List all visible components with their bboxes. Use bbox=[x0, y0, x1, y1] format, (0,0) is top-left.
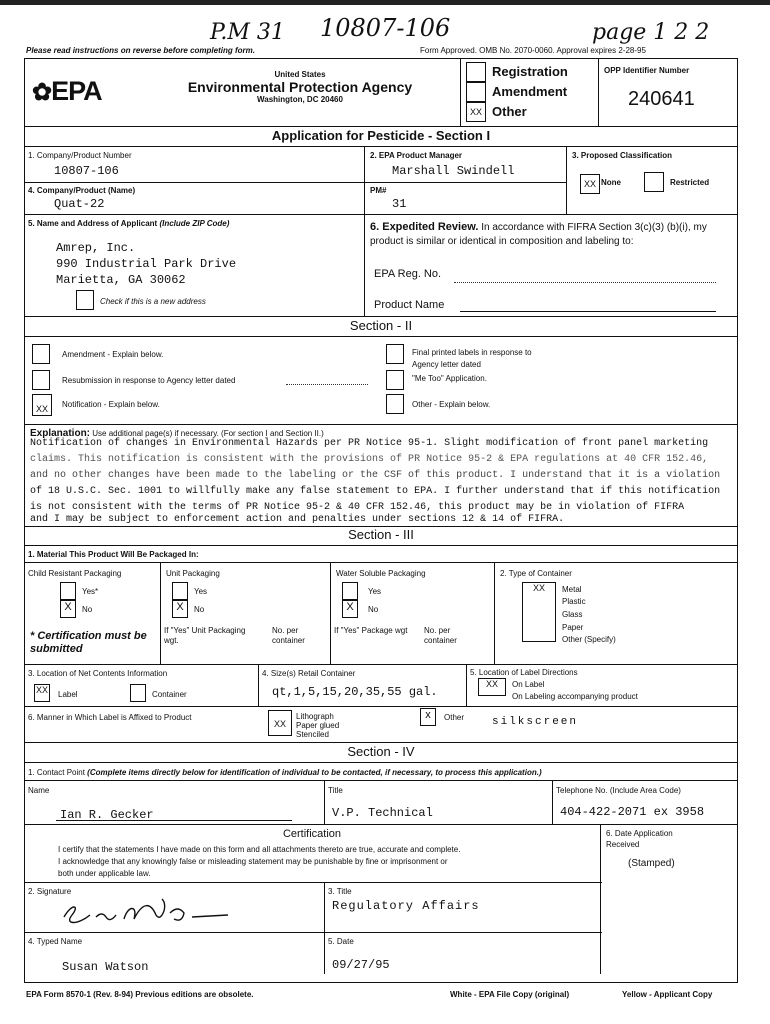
paper-glued-label: Paper glued bbox=[296, 721, 340, 730]
child-no-checkbox[interactable]: X bbox=[60, 600, 76, 618]
form-title: Application for Pesticide - Section I bbox=[271, 128, 491, 143]
pm-value: 31 bbox=[392, 197, 407, 211]
product-manager-label: 2. EPA Product Manager bbox=[370, 151, 463, 160]
opp-value: 240641 bbox=[628, 88, 695, 110]
title2-value: Regulatory Affairs bbox=[332, 899, 480, 913]
section-4-title: Section - IV bbox=[347, 744, 415, 759]
explanation-line-6: and I may be subject to enforcement action and penalties under sections 12 & 14 of FIFRA. bbox=[30, 514, 565, 525]
litho-mark: XX bbox=[273, 719, 286, 729]
net-container-checkbox[interactable] bbox=[130, 684, 146, 702]
type-container-label: 2. Type of Container bbox=[500, 569, 572, 578]
container-metal: Metal bbox=[562, 585, 582, 594]
typed-name-label: 4. Typed Name bbox=[28, 937, 83, 946]
container-checkbox-stack[interactable] bbox=[522, 582, 556, 642]
explanation-line-1: Notification of changes in Environmental Hazards per PR Notice 95-1. Slight modification of front panel marketing bbox=[30, 438, 709, 449]
title-value: V.P. Technical bbox=[332, 806, 433, 820]
certification-note: * Certification must be submitted bbox=[30, 630, 147, 655]
other-label: Other bbox=[492, 104, 527, 119]
agency-name: United States Environmental Protection Agency Washington, DC 20460 bbox=[187, 70, 413, 104]
unit-wgt-label: If "Yes" Unit Packaging wgt. bbox=[164, 626, 246, 645]
notification-label: Notification - Explain below. bbox=[62, 400, 160, 409]
explanation-line-5: is not consistent with the terms of PR Notice 95-2 & 40 CFR 152.46, this product may be in violation of FIFRA bbox=[30, 502, 685, 513]
typed-name-value: Susan Watson bbox=[62, 960, 149, 974]
new-address-label: Check if this is a new address bbox=[100, 297, 206, 306]
water-wgt-label: If "Yes" Package wgt bbox=[334, 626, 408, 635]
none-checkbox[interactable]: XX bbox=[580, 174, 600, 194]
on-label-label: On Label bbox=[512, 680, 545, 689]
final-labels-checkbox[interactable] bbox=[386, 344, 404, 364]
epa-flower-icon: ✿ bbox=[32, 79, 52, 106]
net-contents-label: 3. Location of Net Contents Information bbox=[28, 669, 168, 678]
sizes-label: 4. Size(s) Retail Container bbox=[262, 669, 356, 678]
net-container-label: Container bbox=[152, 690, 187, 699]
footer-form-id: EPA Form 8570-1 (Rev. 8-94) Previous editions are obsolete. bbox=[26, 990, 254, 999]
applicant-line-3: Marietta, GA 30062 bbox=[56, 273, 186, 287]
litho-checkbox-stack[interactable] bbox=[268, 710, 292, 736]
form-approved: Form Approved. OMB No. 2070-0060. Approval expires 2-28-95 bbox=[420, 46, 646, 55]
amendment-checkbox[interactable] bbox=[466, 82, 486, 102]
water-yes-checkbox[interactable] bbox=[342, 582, 358, 600]
container-paper: Paper bbox=[562, 623, 584, 632]
signature-label: 2. Signature bbox=[28, 887, 72, 896]
unit-packaging-label: Unit Packaging bbox=[166, 569, 220, 578]
unit-no-label: No bbox=[194, 605, 205, 614]
manner-other-value: silkscreen bbox=[492, 716, 579, 728]
product-manager: Marshall Swindell bbox=[392, 164, 515, 178]
unit-yes-checkbox[interactable] bbox=[172, 582, 188, 600]
container-other: Other (Specify) bbox=[562, 635, 616, 644]
date-value: 09/27/95 bbox=[332, 958, 390, 972]
sizes-value: qt,1,5,15,20,35,55 gal. bbox=[272, 685, 438, 699]
me-too-checkbox[interactable] bbox=[386, 370, 404, 390]
date-application-label: 6. Date Application Received bbox=[606, 829, 673, 849]
product-name-line-field[interactable] bbox=[460, 311, 716, 312]
classification-label: 3. Proposed Classification bbox=[572, 151, 673, 160]
child-resistant-label: Child Resistant Packaging bbox=[28, 569, 122, 578]
container-plastic: Plastic bbox=[562, 597, 586, 606]
manner-other-checkbox[interactable]: x bbox=[420, 708, 436, 726]
new-address-checkbox[interactable] bbox=[76, 290, 94, 310]
expedited-review: 6. Expedited Review. In accordance with FIFRA Section 3(c)(3) (b)(i), my product is similar or identical in composition and labeling to: bbox=[370, 221, 707, 247]
title-label: Title bbox=[328, 786, 343, 795]
on-labeling-label: On Labeling accompanying product bbox=[512, 692, 638, 701]
unit-per-container-label: No. per container bbox=[272, 626, 305, 645]
opp-label: OPP Identifier Number bbox=[604, 66, 690, 75]
explanation-line-3: and no other changes have been made to the labeling or the CSF of this product. I understand that it is a violation bbox=[30, 470, 721, 481]
manner-other-label: Other bbox=[444, 713, 465, 722]
explanation-line-2: claims. This notification is consistent with the provisions of PR Notice 95-2 & EPA regulations at 40 CFR 152.46, bbox=[30, 454, 709, 465]
lithograph-label: Lithograph bbox=[296, 712, 334, 721]
unit-yes-label: Yes bbox=[194, 587, 208, 596]
on-label-checkbox[interactable]: XX bbox=[478, 678, 506, 696]
other-checkbox[interactable]: XX bbox=[466, 102, 486, 122]
amendment-explain-label: Amendment - Explain below. bbox=[62, 350, 164, 359]
title2-label: 3. Title bbox=[328, 887, 352, 896]
child-no-label: No bbox=[82, 605, 93, 614]
epa-reg-no-label: EPA Reg. No. bbox=[374, 268, 442, 280]
final-labels-label-1: Final printed labels in response to bbox=[412, 348, 532, 357]
water-soluble-label: Water Soluble Packaging bbox=[336, 569, 426, 578]
contact-point: 1. Contact Point (Complete items directly below for identification of individual to be contacted, if necessary, to process this application.) bbox=[28, 768, 542, 777]
pm-label: PM# bbox=[370, 186, 387, 195]
other-explain-label: Other - Explain below. bbox=[412, 400, 491, 409]
stamped-label: (Stamped) bbox=[628, 858, 675, 869]
restricted-checkbox[interactable] bbox=[644, 172, 664, 192]
product-name-line-label: Product Name bbox=[374, 299, 445, 311]
phone-value: 404-422-2071 ex 3958 bbox=[560, 805, 705, 819]
certification-title: Certification bbox=[282, 828, 342, 840]
epa-logo: ✿EPA bbox=[32, 76, 102, 106]
stenciled-label: Stenciled bbox=[296, 730, 329, 739]
registration-label: Registration bbox=[492, 64, 568, 79]
epa-reg-no-field[interactable] bbox=[454, 282, 716, 283]
phone-label: Telephone No. (Include Area Code) bbox=[556, 786, 681, 795]
company-product-number-label: 1. Company/Product Number bbox=[28, 151, 132, 160]
company-product-number: 10807-106 bbox=[54, 164, 119, 178]
name-label: Name bbox=[28, 786, 50, 795]
date-label: 5. Date bbox=[328, 937, 354, 946]
certification-text-2: I acknowledge that any knowingly false or misleading statement may be punishable by fine or imprisonment or bbox=[58, 857, 448, 866]
resubmission-checkbox[interactable] bbox=[32, 370, 50, 390]
other-explain-checkbox[interactable] bbox=[386, 394, 404, 414]
final-labels-label-2: Agency letter dated bbox=[412, 360, 481, 369]
me-too-label: "Me Too" Application. bbox=[412, 374, 487, 383]
product-name: Quat-22 bbox=[54, 197, 105, 211]
water-no-checkbox[interactable]: X bbox=[342, 600, 358, 618]
footer-white-copy: White - EPA File Copy (original) bbox=[450, 990, 570, 999]
product-name-label: 4. Company/Product (Name) bbox=[28, 186, 136, 195]
metal-mark: XX bbox=[532, 583, 545, 593]
footer-yellow-copy: Yellow - Applicant Copy bbox=[622, 990, 713, 999]
water-yes-label: Yes bbox=[368, 587, 382, 596]
certification-text-3: both under applicable law. bbox=[58, 869, 151, 878]
amendment-explain-checkbox[interactable] bbox=[32, 344, 50, 364]
registration-checkbox[interactable] bbox=[466, 62, 486, 82]
instructions-note: Please read instructions on reverse before completing form. bbox=[26, 46, 255, 55]
explanation-line-4: of 18 U.S.C. Sec. 1001 to willfully make any false statement to EPA. I further understand that if this notification bbox=[30, 486, 721, 497]
applicant-label: 5. Name and Address of Applicant (Include ZIP Code) bbox=[28, 219, 230, 228]
net-label-label: Label bbox=[58, 690, 78, 699]
name-value: Ian R. Gecker bbox=[60, 808, 154, 822]
handwritten-number: 10807-106 bbox=[320, 14, 451, 42]
net-label-checkbox[interactable]: XX bbox=[34, 684, 50, 702]
water-per-container-label: No. per container bbox=[424, 626, 457, 645]
child-yes-checkbox[interactable] bbox=[60, 582, 76, 600]
none-label: None bbox=[601, 178, 621, 187]
water-no-label: No bbox=[368, 605, 379, 614]
explanation-header: Explanation: Use additional page(s) if necessary. (For section I and Section II.) bbox=[30, 428, 324, 439]
certification-text-1: I certify that the statements I have made on this form and all attachments thereto are true, accurate and complete. bbox=[58, 845, 461, 854]
handwritten-pm: P.M 31 bbox=[210, 20, 285, 45]
directions-label: 5. Location of Label Directions bbox=[470, 668, 578, 677]
applicant-line-2: 990 Industrial Park Drive bbox=[56, 257, 237, 271]
top-border-strip bbox=[0, 0, 770, 5]
restricted-label: Restricted bbox=[670, 178, 710, 187]
notification-checkbox[interactable]: XX bbox=[32, 394, 52, 416]
section-2-title: Section - II bbox=[349, 318, 413, 333]
signature-image bbox=[58, 895, 248, 934]
applicant-line-1: Amrep, Inc. bbox=[56, 241, 136, 255]
material-label: 1. Material This Product Will Be Packaged In: bbox=[28, 550, 199, 559]
child-yes-label: Yes* bbox=[82, 587, 99, 596]
section-3-title: Section - III bbox=[348, 527, 414, 542]
unit-no-checkbox[interactable]: X bbox=[172, 600, 188, 618]
resubmission-label: Resubmission in response to Agency letter dated bbox=[62, 376, 236, 385]
container-glass: Glass bbox=[562, 610, 583, 619]
handwritten-page: page 1 2 2 bbox=[592, 20, 710, 45]
amendment-label: Amendment bbox=[492, 84, 568, 99]
manner-label: 6. Manner in Which Label is Affixed to Product bbox=[28, 713, 192, 722]
